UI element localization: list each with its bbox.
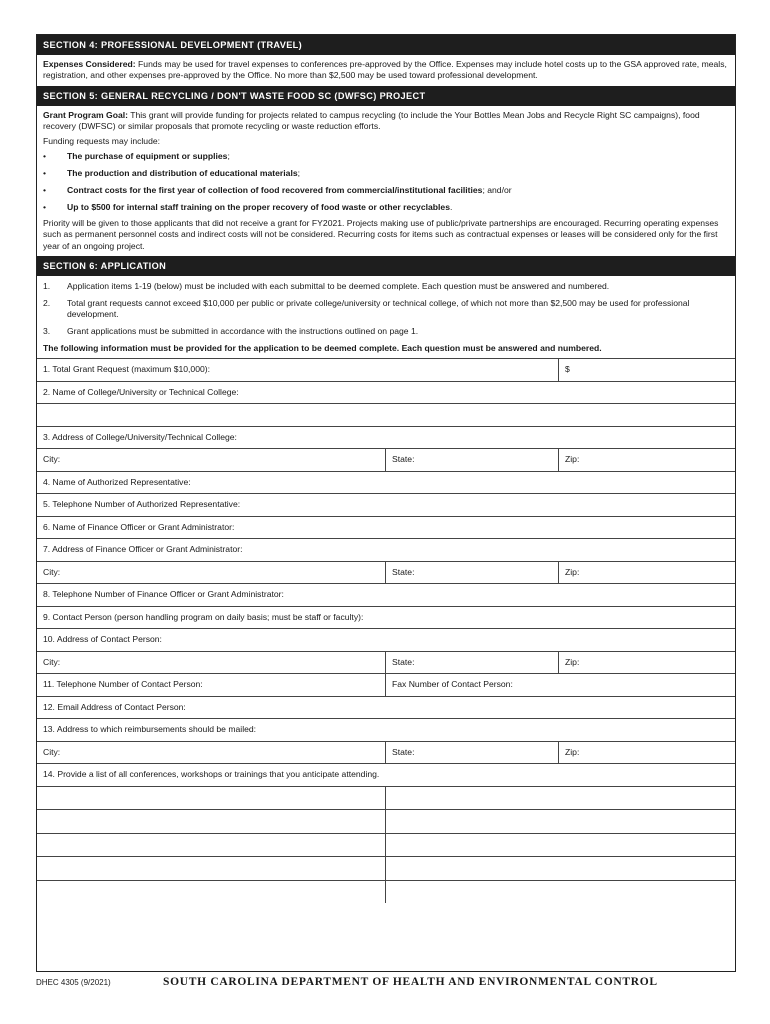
conference-list-cell[interactable] bbox=[385, 881, 735, 904]
conference-list-cell[interactable] bbox=[385, 857, 735, 880]
conference-list-cell[interactable] bbox=[37, 810, 385, 833]
funding-intro: Funding requests may include: bbox=[43, 135, 161, 146]
conference-list-cell[interactable] bbox=[385, 810, 735, 833]
q11-row bbox=[37, 673, 735, 696]
funding-bullet-4: • Up to $500 for internal staff training on the proper recovery of food waste or other recyclables . bbox=[43, 202, 453, 213]
form-code: DHEC 4305 (9/2021) bbox=[36, 978, 111, 987]
state-field[interactable]: State: bbox=[385, 562, 558, 584]
conference-list-row bbox=[37, 856, 735, 880]
zip-field[interactable]: Zip: bbox=[558, 652, 735, 674]
conference-list-row bbox=[37, 880, 735, 904]
q6-row[interactable] bbox=[37, 516, 735, 539]
fax-field[interactable]: Fax Number of Contact Person: bbox=[385, 674, 735, 696]
priority-text: Priority will be given to those applicants that did not receive a grant for FY2021. Projects making use of public/private partnerships are encouraged. Recurring operating expenses such as permanent personnel costs and indirect costs will not be considered. Recurring costs for items such as contractual expenses or leases will be considered only for the first year of an ongoing project. bbox=[43, 218, 719, 251]
q8-label: 8. Telephone Number of Finance Officer or Grant Administrator: bbox=[43, 589, 284, 600]
q7-address-row bbox=[37, 561, 735, 584]
q3-address-row bbox=[37, 448, 735, 471]
q3-row bbox=[37, 426, 735, 449]
q7-row[interactable] bbox=[37, 538, 735, 561]
section-4-header: SECTION 4: PROFESSIONAL DEVELOPMENT (TRAVEL) bbox=[37, 35, 735, 55]
conference-list-cell[interactable] bbox=[385, 787, 735, 810]
q10-address-row bbox=[37, 651, 735, 674]
city-field[interactable]: City: bbox=[43, 656, 61, 667]
q2-row bbox=[37, 381, 735, 404]
q4-label: 4. Name of Authorized Representative: bbox=[43, 476, 191, 487]
q9-row[interactable] bbox=[37, 606, 735, 629]
q10-label: 10. Address of Contact Person: bbox=[43, 634, 162, 645]
conference-list-cell[interactable] bbox=[37, 857, 385, 880]
q13-address-row bbox=[37, 741, 735, 764]
q2-label: 2. Name of College/University or Technical College: bbox=[43, 386, 239, 397]
dollar-sign: $ bbox=[565, 364, 570, 375]
application-item-1: 1. Application items 1-19 (below) must be included with each submittal to be deemed complete. Each question must be answered and numbered. bbox=[43, 281, 610, 292]
q9-label: 9. Contact Person (person handling program on daily basis; must be staff or faculty): bbox=[43, 611, 364, 622]
agency-title: SOUTH CAROLINA DEPARTMENT OF HEALTH AND ENVIRONMENTAL CONTROL bbox=[163, 976, 658, 988]
q13-row[interactable] bbox=[37, 718, 735, 741]
conference-list-cell[interactable] bbox=[385, 834, 735, 857]
state-field[interactable]: State: bbox=[385, 652, 558, 674]
total-grant-request-field[interactable] bbox=[558, 359, 735, 381]
state-field[interactable]: State: bbox=[385, 742, 558, 764]
q3-label: 3. Address of College/University/Technical College: bbox=[43, 431, 237, 442]
completeness-notice: The following information must be provided for the application to be deemed complete. Each question must be answered and numbered. bbox=[43, 343, 602, 354]
section-5-header: SECTION 5: GENERAL RECYCLING / DON'T WASTE FOOD SC (DWFSC) PROJECT bbox=[37, 86, 735, 106]
q8-row[interactable] bbox=[37, 583, 735, 606]
form-frame bbox=[36, 34, 736, 972]
q5-label: 5. Telephone Number of Authorized Representative: bbox=[43, 499, 241, 510]
section-4-text: Expenses Considered: Funds may be used for travel expenses to conferences pre-approved by the Office. Expenses may include hotel costs up to the GSA approved rate, meals, registration, and other expenses pre-approved by the Office. No more than $2,500 may be used toward professional development. bbox=[43, 59, 727, 81]
application-item-2: 2. Total grant requests cannot exceed $10,000 per public or private college/university or technical college, of which not more than $2,500 may be used for professional development. bbox=[43, 298, 690, 320]
q12-label: 12. Email Address of Contact Person: bbox=[43, 701, 186, 712]
city-field[interactable]: City: bbox=[43, 566, 61, 577]
q10-row[interactable] bbox=[37, 628, 735, 651]
funding-bullet-1: • The purchase of equipment or supplies ; bbox=[43, 151, 230, 162]
conference-list-row bbox=[37, 809, 735, 833]
q6-label: 6. Name of Finance Officer or Grant Administrator: bbox=[43, 521, 235, 532]
q14-row bbox=[37, 763, 735, 786]
zip-field[interactable]: Zip: bbox=[558, 449, 735, 471]
city-field[interactable]: City: bbox=[43, 746, 61, 757]
q1-row bbox=[37, 358, 735, 381]
city-field[interactable]: City: bbox=[43, 454, 61, 465]
q7-label: 7. Address of Finance Officer or Grant Administrator: bbox=[43, 544, 243, 555]
q11-label[interactable]: 11. Telephone Number of Contact Person: bbox=[43, 679, 203, 690]
section-6-header: SECTION 6: APPLICATION bbox=[37, 256, 735, 276]
q5-row[interactable] bbox=[37, 493, 735, 516]
conference-list-row bbox=[37, 786, 735, 810]
q13-label: 13. Address to which reimbursements should be mailed: bbox=[43, 724, 257, 735]
zip-field[interactable]: Zip: bbox=[558, 562, 735, 584]
college-name-field[interactable] bbox=[37, 403, 735, 426]
conference-list-row bbox=[37, 833, 735, 857]
q12-row[interactable] bbox=[37, 696, 735, 719]
q4-row[interactable] bbox=[37, 471, 735, 494]
funding-bullet-3: • Contract costs for the first year of collection of food recovered from commercial/institutional facilities ; and/or bbox=[43, 185, 512, 196]
state-field[interactable]: State: bbox=[385, 449, 558, 471]
zip-field[interactable]: Zip: bbox=[558, 742, 735, 764]
conference-list-cell[interactable] bbox=[37, 881, 385, 904]
application-item-3: 3. Grant applications must be submitted in accordance with the instructions outlined on page 1. bbox=[43, 326, 419, 337]
q14-label: 14. Provide a list of all conferences, workshops or trainings that you anticipate attending. bbox=[43, 769, 380, 780]
q1-label: 1. Total Grant Request (maximum $10,000): bbox=[43, 364, 211, 375]
conference-list-cell[interactable] bbox=[37, 834, 385, 857]
funding-bullet-2: • The production and distribution of educational materials ; bbox=[43, 168, 301, 179]
section-5-goal: Grant Program Goal: This grant will provide funding for projects related to campus recycling (to include the Your Bottles Mean Jobs and Recycle Right SC campaigns), food recovery (DWFSC) or similar proposals that promote recycling or waste reduction efforts. bbox=[43, 109, 700, 132]
conference-list-cell[interactable] bbox=[37, 787, 385, 810]
